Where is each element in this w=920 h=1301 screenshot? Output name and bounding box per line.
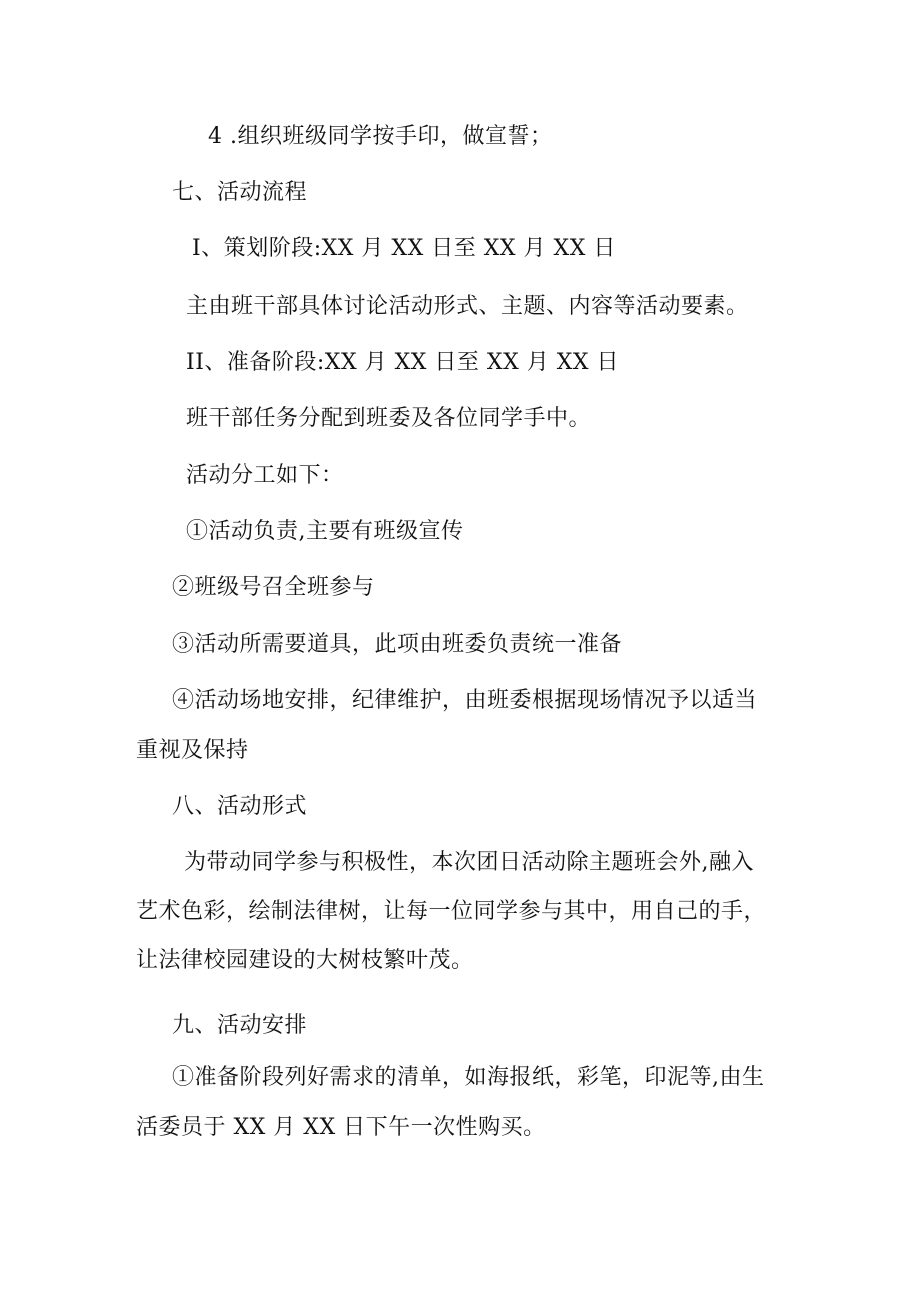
division-item-4-line-2: 重视及保持 [136,738,249,763]
arrangement-1-line-2: 活委员于 XX 月 XX 日下午一次性购买。 [136,1115,546,1140]
section-8-heading: 八、活动形式 [172,794,308,819]
phase-1-description: 主由班干部具体讨论活动形式、主题、内容等活动要素。 [186,294,749,319]
phase-2-description: 班干部任务分配到班委及各位同学手中。 [186,406,592,431]
item-4-text: 4 .组织班级同学按手印，做宣誓； [208,124,553,149]
section-7-heading: 七、活动流程 [172,180,308,205]
section-9-heading: 九、活动安排 [172,1013,308,1038]
division-intro: 活动分工如下： [186,463,344,488]
form-paragraph-line-1: 为带动同学参与积极性，本次团日活动除主题班会外,融入 [184,850,754,875]
phase-1-title: I、策划阶段:XX 月 XX 日至 XX 月 XX 日 [192,236,616,261]
form-paragraph-line-2: 艺术色彩，绘制法律树，让每一位同学参与其中，用自己的手， [136,899,767,924]
phase-2-title: II、准备阶段:XX 月 XX 日至 XX 月 XX 日 [186,350,620,375]
arrangement-1-line-1: ①准备阶段列好需求的清单，如海报纸，彩笔，印泥等,由生 [172,1065,765,1090]
division-item-4-line-1: ④活动场地安排，纪律维护，由班委根据现场情况予以适当 [172,688,758,713]
division-item-1: ①活动负责,主要有班级宣传 [186,519,464,544]
division-item-3: ③活动所需要道具，此项由班委负责统一准备 [172,632,623,657]
form-paragraph-line-3: 让法律校园建设的大树枝繁叶茂。 [136,948,474,973]
division-item-2: ②班级号召全班参与 [172,575,375,600]
